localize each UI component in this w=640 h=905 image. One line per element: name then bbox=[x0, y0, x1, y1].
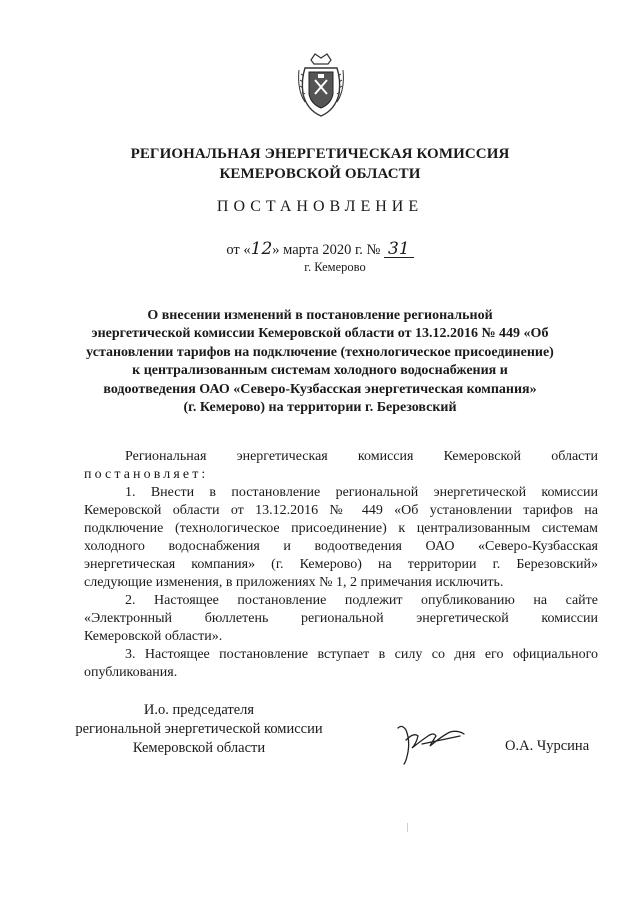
item1-line: подключение (технологическое присоединение) к централизованным системам bbox=[84, 521, 598, 536]
document-body bbox=[84, 448, 598, 682]
item3-line: 3. Настоящее постановление вступает в силу со дня его официального bbox=[125, 647, 598, 662]
coat-of-arms-icon bbox=[295, 50, 347, 118]
subject-line: (г. Кемерово) на территории г. Березовский bbox=[183, 400, 457, 416]
signatory-name: О.А. Чурсина bbox=[505, 738, 590, 754]
item1-line: холодного водоснабжения и водоотведения ОАО «Северо-Кузбасская bbox=[84, 539, 598, 554]
date-number-line bbox=[0, 239, 640, 259]
subject-line: установлении тарифов на подключение (технологическое присоединение) bbox=[86, 344, 554, 360]
date-month-year: » марта 2020 г. № bbox=[272, 242, 381, 258]
item2-line: «Электронный бюллетень региональной энергетической комиссии bbox=[84, 611, 598, 626]
item2-line: Кемеровской области». bbox=[84, 629, 223, 644]
organization-name-line2: КЕМЕРОВСКОЙ ОБЛАСТИ bbox=[219, 166, 421, 182]
item1-line: Кемеровской области от 13.12.2016 № 449 «Об установлении тарифов на bbox=[84, 503, 598, 518]
document-type: ПОСТАНОВЛЕНИЕ bbox=[216, 198, 424, 215]
item1-line: 1. Внести в постановление региональной энергетической комиссии bbox=[125, 485, 598, 500]
handwritten-day: 12 bbox=[250, 239, 273, 259]
city-name: г. Кемерово bbox=[304, 260, 366, 274]
item2-line: 2. Настоящее постановление подлежит опубликованию на сайте bbox=[125, 593, 598, 608]
signatory-title-line: И.о. председателя bbox=[143, 702, 255, 718]
intro-line: Региональная энергетическая комиссия Кемеровской области bbox=[125, 449, 598, 464]
intro-resolves: постановляет: bbox=[84, 467, 209, 482]
scan-mark bbox=[407, 823, 408, 832]
subject-line: к централизованным системам холодного водоснабжения и bbox=[132, 363, 508, 379]
signatory-title-line: региональной энергетической комиссии bbox=[75, 721, 323, 737]
handwritten-number: 31 bbox=[384, 242, 414, 258]
organization-name-line1: РЕГИОНАЛЬНАЯ ЭНЕРГЕТИЧЕСКАЯ КОМИССИЯ bbox=[130, 146, 510, 162]
date-prefix: от « bbox=[226, 242, 251, 258]
signatory-title-line: Кемеровской области bbox=[132, 740, 266, 756]
subject-line: энергетической комиссии Кемеровской области от 13.12.2016 № 449 «Об bbox=[91, 326, 549, 342]
item1-line: следующие изменения, в приложениях № 1, 2 примечания исключить. bbox=[84, 575, 504, 590]
subject-line: водоотведения ОАО «Северо-Кузбасская энергетическая компания» bbox=[103, 381, 537, 397]
item1-line: энергетическая компания» (г. Кемерово) на территории г. Березовский» bbox=[84, 557, 598, 572]
handwritten-signature bbox=[392, 722, 472, 766]
signatory-title bbox=[64, 701, 334, 758]
document-subject bbox=[70, 307, 570, 417]
item3-line: опубликования. bbox=[84, 665, 178, 680]
subject-line: О внесении изменений в постановление региональной bbox=[147, 308, 493, 323]
